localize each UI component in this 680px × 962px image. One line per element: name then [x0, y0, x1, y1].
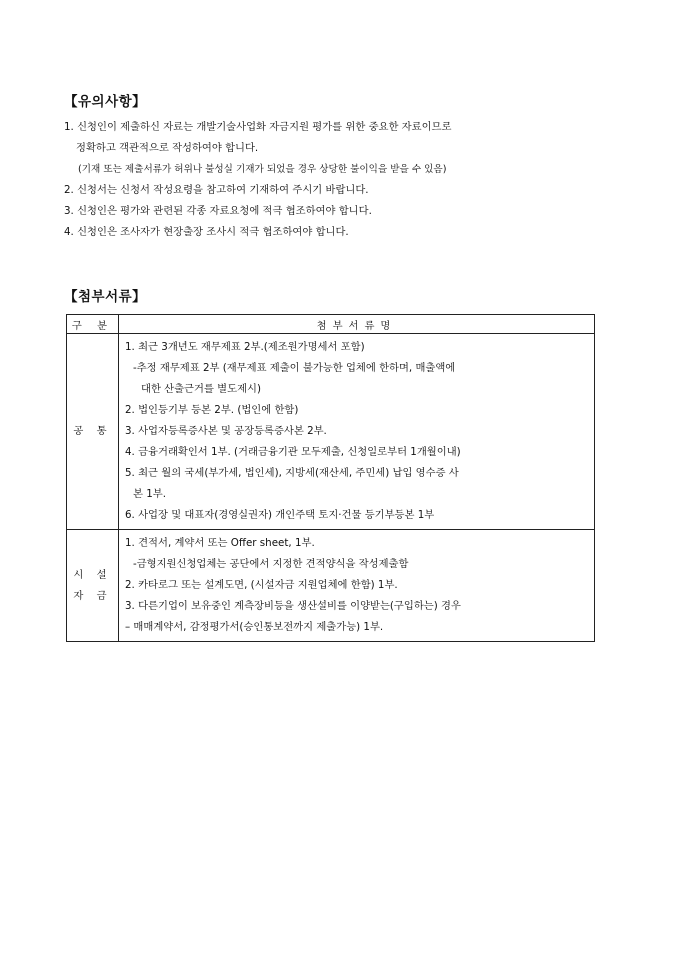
note-line: 4. 신청인은 조사자가 현장출장 조사시 적극 협조하여야 합니다. — [64, 226, 349, 238]
list-item: 5. 최근 월의 국세(부가세, 법인세), 지방세(재산세, 주민세) 납입 영수증 사 — [125, 467, 459, 479]
note-line: 3. 신청인은 평가와 관련된 각종 자료요청에 적극 협조하여야 합니다. — [64, 205, 372, 217]
row-items-facility — [119, 530, 595, 642]
list-item: -추정 재무제표 2부 (재무제표 제출이 불가능한 업체에 한하며, 매출액에 — [133, 362, 456, 374]
category-line: 시 설 — [73, 568, 112, 581]
list-item: 1. 최근 3개년도 재무제표 2부.(제조원가명세서 포함) — [125, 341, 365, 353]
list-item: 3. 다른기업이 보유중인 계측장비등을 생산설비를 이양받는(구입하는) 경우 — [125, 600, 461, 612]
list-item: 3. 사업자등록증사본 및 공장등록증사본 2부. — [125, 425, 327, 437]
header-document-name: 첨부서류명 — [119, 315, 595, 334]
attachments-section-title: 【첨부서류】 — [64, 289, 147, 305]
list-item: 1. 견적서, 계약서 또는 Offer sheet, 1부. — [125, 537, 315, 549]
list-item: 2. 카타로그 또는 설계도면, (시설자금 지원업체에 한함) 1부. — [125, 579, 398, 591]
table-row — [67, 334, 595, 530]
list-item: 대한 산출근거를 별도제시) — [141, 383, 261, 395]
table-header-row — [67, 315, 595, 334]
list-item: 2. 법인등기부 등본 2부. (법인에 한함) — [125, 404, 299, 416]
list-item: 6. 사업장 및 대표자(경영실권자) 개인주택 토지·건물 등기부등본 1부 — [125, 509, 435, 521]
notes-list — [64, 117, 624, 243]
note-line: 1. 신청인이 제출하신 자료는 개발기술사업화 자금지원 평가를 위한 중요한 자료이므로 — [64, 121, 452, 133]
list-item: – 매매계약서, 감정평가서(승인통보전까지 제출가능) 1부. — [125, 621, 384, 633]
list-item: 본 1부. — [133, 488, 166, 500]
note-line: (기재 또는 제출서류가 허위나 불성실 기재가 되었을 경우 상당한 불이익을 받을 수 있음) — [78, 164, 447, 175]
notes-section-title: 【유의사항】 — [64, 94, 147, 110]
row-category-common: 공 통 — [67, 334, 119, 530]
attachments-table — [66, 314, 595, 642]
row-items-common — [119, 334, 595, 530]
header-category: 구 분 — [67, 315, 119, 334]
table-row — [67, 530, 595, 642]
category-line: 자 금 — [73, 589, 112, 602]
note-line: 정확하고 객관적으로 작성하여야 합니다. — [76, 142, 259, 154]
list-item: 4. 금융거래확인서 1부. (거래금융기관 모두제출, 신청일로부터 1개월이내) — [125, 446, 461, 458]
row-category-facility — [67, 530, 119, 642]
list-item: -금형지원신청업체는 공단에서 지정한 견적양식을 작성제출함 — [133, 558, 409, 570]
note-line: 2. 신청서는 신청서 작성요령을 참고하여 기재하여 주시기 바랍니다. — [64, 184, 369, 196]
